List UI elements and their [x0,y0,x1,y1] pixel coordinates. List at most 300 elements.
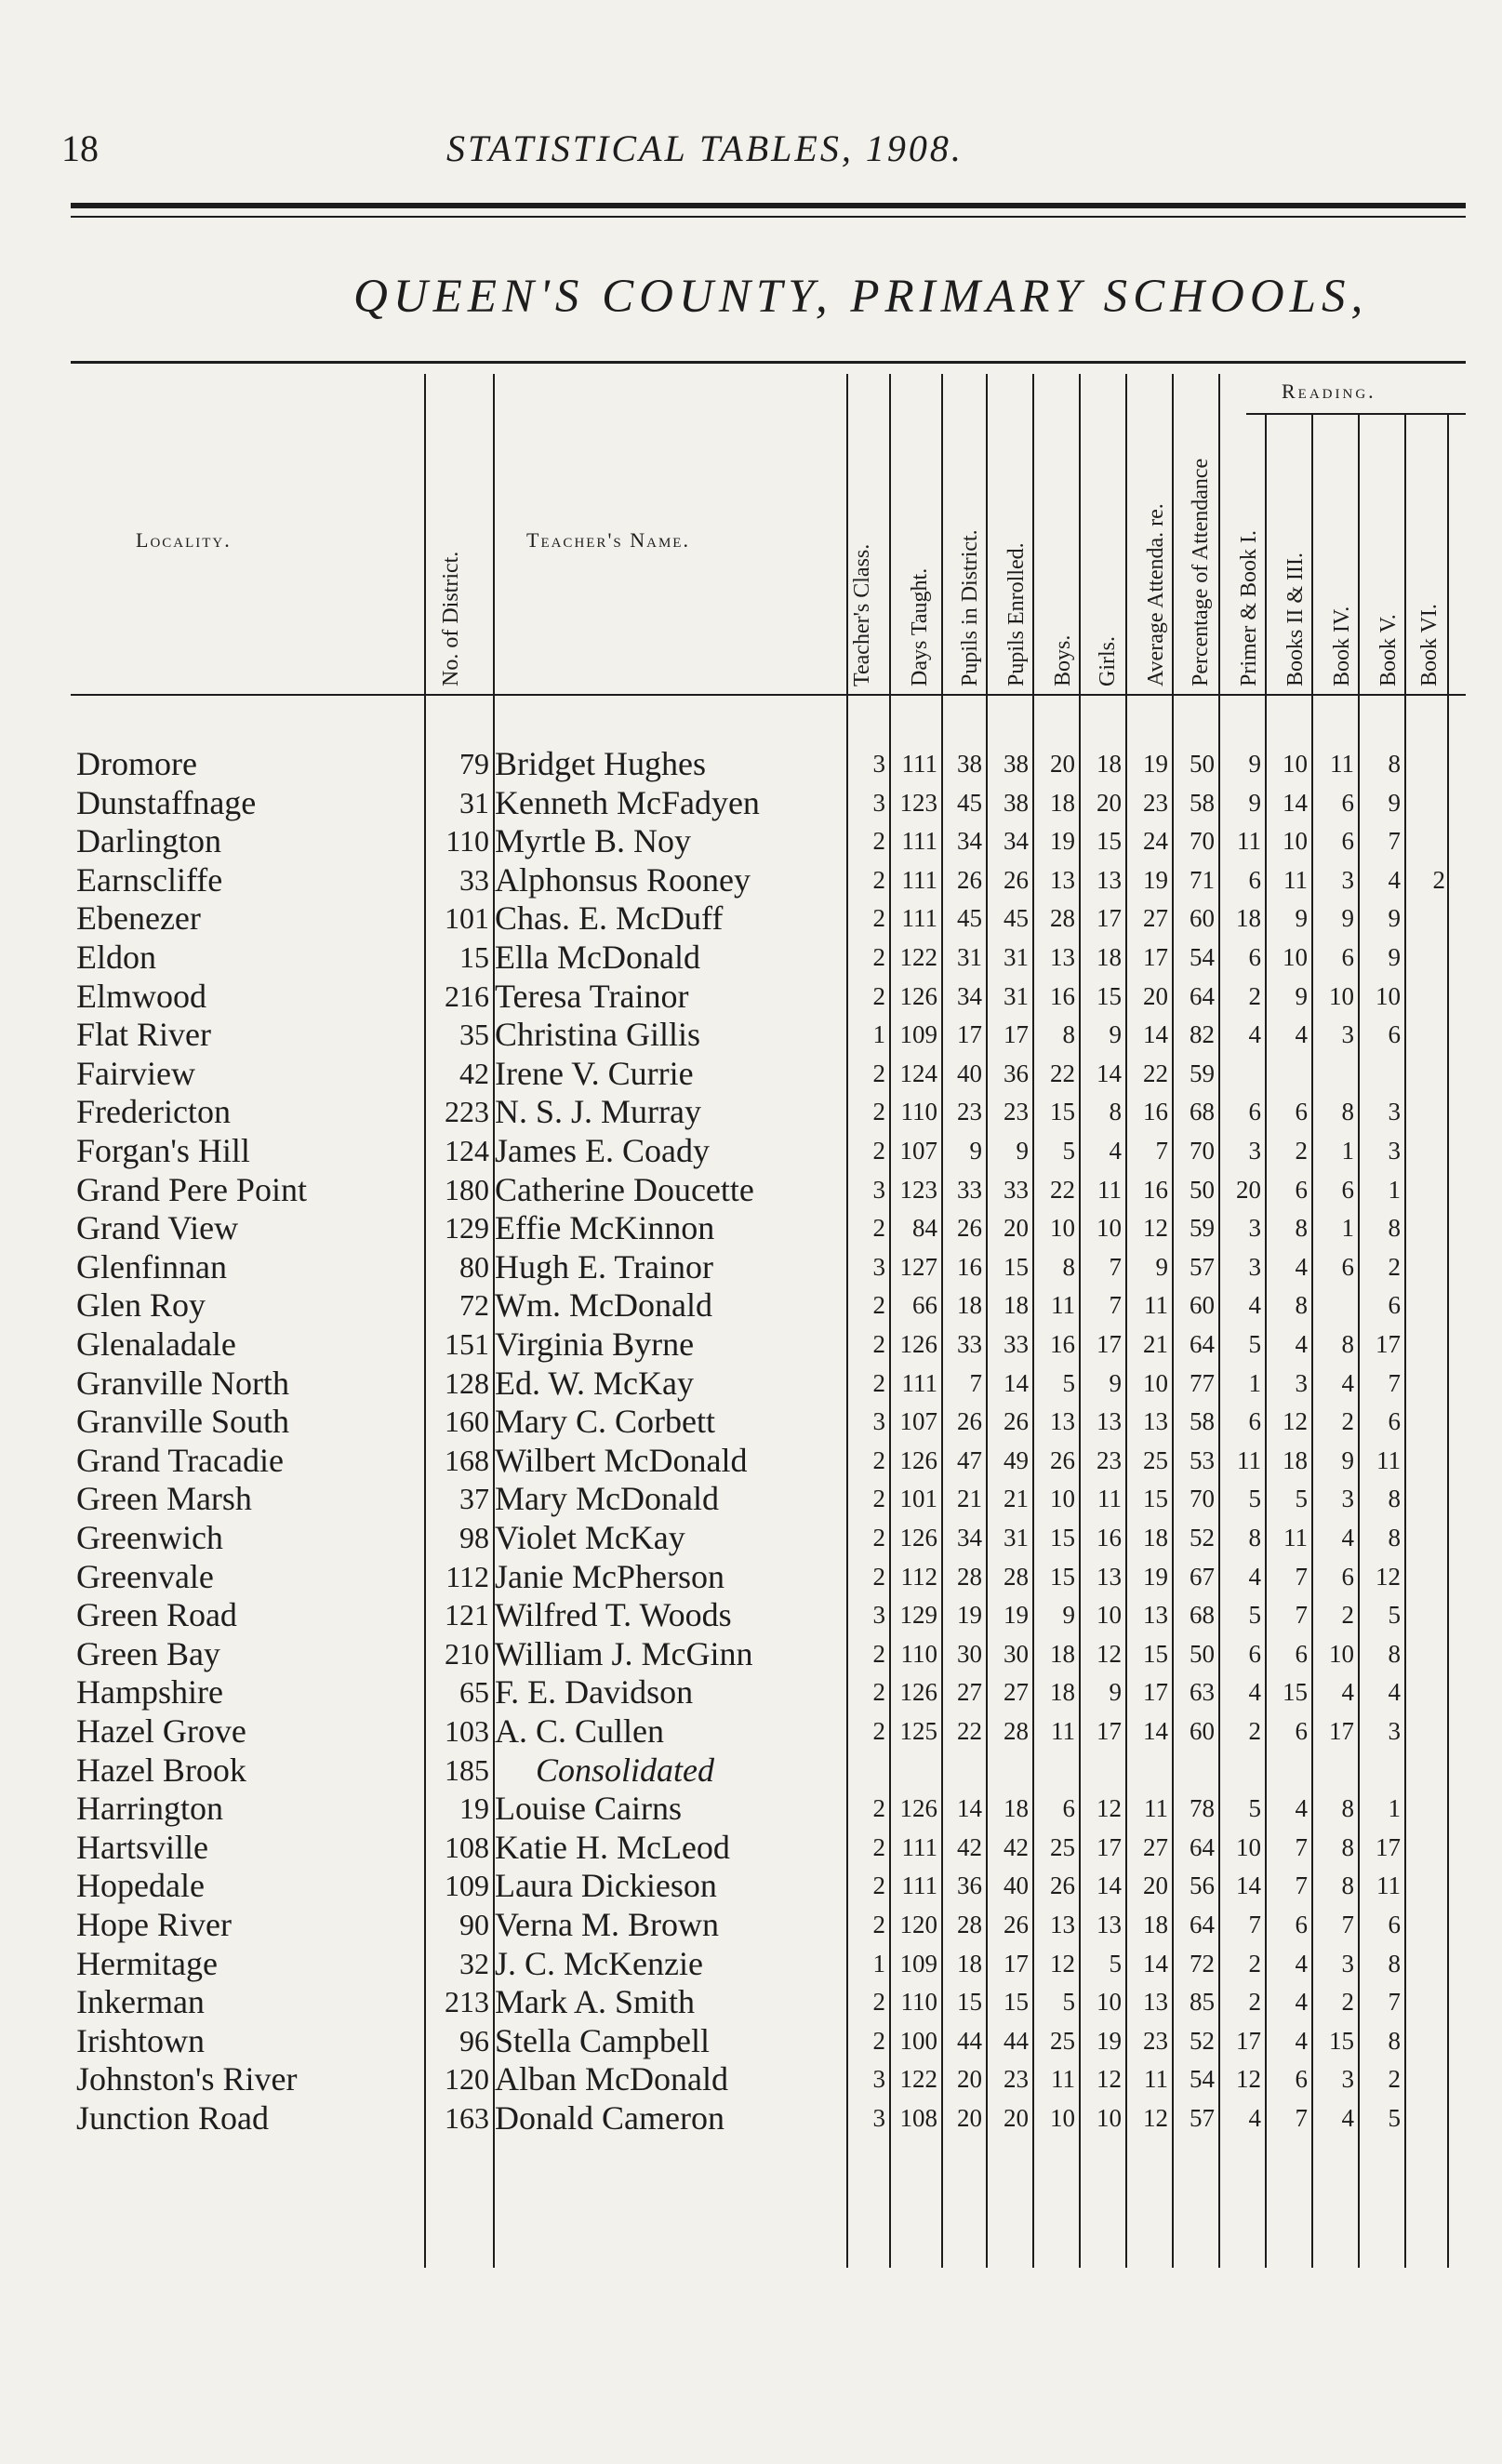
enrolled-cell: 17 [1004,1949,1029,1978]
primer-cell: 6 [1248,865,1261,894]
b4-cell: 6 [1341,943,1354,971]
teacher-cell: Alban McDonald [495,2060,728,2098]
class-cell: 2 [872,1678,885,1707]
table-row [71,821,1466,860]
pct-cell: 70 [1190,827,1215,856]
boys-cell: 19 [1050,827,1075,856]
district-cell: 210 [445,1636,489,1671]
avg-cell: 12 [1143,1214,1168,1243]
b5-cell: 5 [1388,1601,1401,1630]
pct-cell: 59 [1190,1059,1215,1087]
teacher-cell: Louise Cairns [495,1790,682,1828]
avg-cell: 14 [1143,1717,1168,1745]
pct-cell: 58 [1190,788,1215,817]
b4-cell: 15 [1329,2026,1354,2055]
enrolled-cell: 45 [1004,904,1029,933]
avg-cell: 11 [1144,1291,1168,1320]
table-row [71,2059,1466,2098]
boys-cell: 25 [1050,1832,1075,1861]
b5-cell: 6 [1388,1407,1401,1436]
avg-cell: 18 [1143,1524,1168,1552]
locality-cell: Elmwood [76,977,206,1015]
days-cell: 110 [900,1988,937,2017]
in-district-cell: 31 [957,943,982,971]
class-cell: 3 [872,750,885,778]
b23-cell: 3 [1295,1368,1308,1397]
enrolled-cell: 9 [1016,1137,1029,1165]
boys-cell: 22 [1050,1175,1075,1204]
primer-cell: 9 [1248,788,1261,817]
locality-cell: Glenfinnan [76,1247,227,1285]
class-cell: 2 [872,1485,885,1513]
teacher-cell: Verna M. Brown [495,1906,719,1943]
girls-cell: 10 [1097,2104,1122,2132]
b5-cell: 9 [1388,788,1401,817]
locality-cell: Grand Tracadie [76,1441,284,1479]
primer-cell: 6 [1248,1639,1261,1668]
b5-cell: 12 [1376,1562,1401,1591]
district-cell: 112 [445,1559,489,1593]
locality-cell: Green Marsh [76,1480,252,1518]
pct-cell: 53 [1190,1445,1215,1474]
b23-cell: 4 [1295,1252,1308,1281]
in-district-cell: 21 [957,1485,982,1513]
b5-cell: 3 [1388,1137,1401,1165]
table-row [71,860,1466,899]
primer-cell: 2 [1248,981,1261,1010]
girls-cell: 14 [1097,1059,1122,1087]
b5-cell: 8 [1388,1949,1401,1978]
pct-cell: 63 [1190,1678,1215,1707]
boys-cell: 16 [1050,1330,1075,1358]
pct-cell: 57 [1190,1252,1215,1281]
in-district-cell: 22 [957,1717,982,1745]
enrolled-cell: 18 [1004,1291,1029,1320]
primer-cell: 3 [1248,1137,1261,1165]
b23-cell: 6 [1295,1098,1308,1126]
header-avg-attendance: Average Attenda. re. [1144,503,1168,686]
b5-cell: 6 [1388,1020,1401,1049]
enrolled-cell: 26 [1004,865,1029,894]
pct-cell: 52 [1190,1524,1215,1552]
girls-cell: 9 [1109,1368,1122,1397]
girls-cell: 23 [1097,1445,1122,1474]
teacher-cell: Violet McKay [495,1519,685,1556]
teacher-cell: Wilbert McDonald [495,1441,748,1479]
avg-cell: 27 [1143,904,1168,933]
pct-cell: 57 [1190,2104,1215,2132]
primer-cell: 4 [1248,1562,1261,1591]
primer-cell: 1 [1248,1368,1261,1397]
primer-cell: 11 [1237,1445,1261,1474]
in-district-cell: 34 [957,827,982,856]
district-cell: 35 [459,1018,489,1052]
avg-cell: 15 [1143,1485,1168,1513]
table-row [71,977,1466,1016]
enrolled-cell: 26 [1004,1407,1029,1436]
teacher-cell: Alphonsus Rooney [495,860,751,899]
b5-cell: 6 [1388,1911,1401,1938]
in-district-cell: 9 [969,1137,982,1165]
teacher-cell: Bridget Hughes [495,745,706,782]
enrolled-cell: 34 [1004,827,1029,856]
pct-cell: 64 [1190,1911,1215,1938]
statistics-table [71,361,1466,2221]
b4-cell: 8 [1341,1098,1354,1126]
b23-cell: 7 [1295,1832,1308,1861]
table-row [71,1131,1466,1170]
b23-cell: 6 [1295,1639,1308,1668]
b23-cell: 12 [1283,1407,1308,1436]
teacher-cell: Mary C. Corbett [495,1403,715,1441]
teacher-cell: Donald Cameron [495,2099,724,2137]
b23-cell: 7 [1295,1562,1308,1591]
pct-cell: 68 [1190,1098,1215,1126]
district-cell: 90 [459,1908,489,1941]
district-cell: 121 [445,1598,489,1632]
table-row [71,783,1466,822]
in-district-cell: 26 [957,865,982,894]
table-row [71,2098,1466,2138]
primer-cell: 20 [1236,1175,1261,1204]
primer-cell: 5 [1248,1485,1261,1513]
district-cell: 109 [445,1869,489,1903]
days-cell: 111 [901,750,937,778]
header-boys: Boys. [1051,634,1075,686]
days-cell: 110 [900,1098,937,1126]
avg-cell: 22 [1143,1059,1168,1087]
b23-cell: 15 [1283,1678,1308,1707]
teacher-cell: Kenneth McFadyen [495,783,760,821]
district-cell: 120 [445,2062,489,2097]
primer-cell: 9 [1248,750,1261,778]
district-cell: 168 [445,1443,489,1477]
in-district-cell: 26 [957,1214,982,1243]
b23-cell: 2 [1295,1137,1308,1165]
in-district-cell: 18 [957,1949,982,1978]
pct-cell: 82 [1190,1020,1215,1049]
class-cell: 2 [872,1137,885,1165]
header-rule-thick [71,203,1466,208]
b4-cell: 3 [1341,865,1354,894]
in-district-cell: 47 [957,1445,982,1474]
girls-cell: 20 [1097,788,1122,817]
header-pupils-district: Pupils in District. [958,529,982,686]
boys-cell: 9 [1062,1601,1075,1630]
b5-cell: 8 [1388,750,1401,778]
girls-cell: 18 [1097,750,1122,778]
b5-cell: 11 [1376,1871,1401,1900]
locality-cell: Hartsville [76,1828,208,1866]
primer-cell: 12 [1236,2065,1261,2094]
locality-cell: Fredericton [76,1093,231,1131]
enrolled-cell: 21 [1004,1485,1029,1513]
table-row [71,1672,1466,1711]
locality-cell: Junction Road [76,2099,269,2137]
running-head: STATISTICAL TABLES, 1908. [446,127,964,169]
b4-cell: 8 [1341,1871,1354,1900]
class-cell: 3 [872,1601,885,1630]
pct-cell: 77 [1190,1368,1215,1397]
b23-cell: 7 [1295,2104,1308,2132]
enrolled-cell: 33 [1004,1330,1029,1358]
in-district-cell: 34 [957,981,982,1010]
primer-cell: 2 [1248,1717,1261,1745]
b4-cell: 4 [1341,1368,1354,1397]
days-cell: 126 [899,1524,937,1552]
avg-cell: 18 [1143,1911,1168,1938]
b5-cell: 8 [1388,2026,1401,2055]
in-district-cell: 17 [957,1020,982,1049]
girls-cell: 10 [1097,1214,1122,1243]
avg-cell: 27 [1143,1832,1168,1861]
teacher-cell: Virginia Byrne [495,1325,695,1363]
table-row [71,1479,1466,1518]
avg-cell: 13 [1143,1407,1168,1436]
enrolled-cell: 17 [1004,1020,1029,1049]
b23-cell: 4 [1295,1988,1308,2017]
b4-cell: 7 [1341,1911,1354,1938]
locality-cell: Inkerman [76,1983,205,2021]
boys-cell: 5 [1062,1368,1075,1397]
b4-cell: 3 [1341,1485,1354,1513]
header-teacher: Teacher's Name. [526,528,690,552]
boys-cell: 12 [1050,1949,1075,1978]
in-district-cell: 20 [957,2104,982,2132]
locality-cell: Hazel Grove [76,1712,246,1750]
avg-cell: 14 [1143,1020,1168,1049]
in-district-cell: 15 [957,1988,982,2017]
primer-cell: 6 [1248,1407,1261,1436]
district-cell: 160 [445,1405,489,1439]
class-cell: 3 [872,2065,885,2094]
district-cell: 98 [459,1521,489,1554]
pct-cell: 54 [1190,943,1215,971]
in-district-cell: 28 [957,1562,982,1591]
enrolled-cell: 42 [1004,1832,1029,1861]
b4-cell: 10 [1329,981,1354,1010]
days-cell: 66 [912,1291,937,1320]
primer-cell: 6 [1248,943,1261,971]
locality-cell: Hampshire [76,1673,223,1711]
pct-cell: 50 [1190,1639,1215,1668]
days-cell: 126 [899,1445,937,1474]
girls-cell: 12 [1097,1639,1122,1668]
primer-cell: 2 [1248,1988,1261,2017]
b23-cell: 14 [1283,788,1308,817]
days-cell: 101 [899,1485,937,1513]
avg-cell: 25 [1143,1445,1168,1474]
table-row [71,1595,1466,1634]
locality-cell: Hazel Brook [76,1751,246,1789]
primer-cell: 5 [1248,1794,1261,1823]
b4-cell: 3 [1341,2065,1354,2094]
district-cell: 163 [445,2101,489,2135]
class-cell: 2 [872,1911,885,1938]
girls-cell: 19 [1097,2026,1122,2055]
locality-cell: Ebenezer [76,899,201,938]
days-cell: 107 [899,1407,937,1436]
days-cell: 111 [901,1832,937,1861]
table-row [71,1828,1466,1867]
pct-cell: 85 [1190,1988,1215,2017]
pct-cell: 50 [1190,750,1215,778]
enrolled-cell: 19 [1004,1601,1029,1630]
b4-cell: 4 [1341,1678,1354,1707]
b5-cell: 8 [1388,1524,1401,1552]
days-cell: 110 [900,1639,937,1668]
table-row [71,1441,1466,1480]
class-cell: 3 [872,2104,885,2132]
district-cell: 32 [459,1946,489,1980]
district-cell: 180 [445,1172,489,1206]
primer-cell: 17 [1236,2026,1261,2055]
district-cell: 79 [459,747,489,780]
district-cell: 223 [445,1095,489,1129]
locality-cell: Irishtown [76,2021,205,2059]
in-district-cell: 19 [957,1601,982,1630]
avg-cell: 17 [1143,943,1168,971]
b5-cell: 6 [1388,1291,1401,1320]
b4-cell: 9 [1341,1445,1354,1474]
locality-cell: Grand View [76,1209,239,1247]
class-cell: 2 [872,1214,885,1243]
enrolled-cell: 15 [1004,1988,1029,2017]
table-header-rule [71,694,1466,696]
avg-cell: 9 [1155,1252,1168,1281]
in-district-cell: 16 [957,1252,982,1281]
girls-cell: 8 [1109,1098,1122,1126]
b23-cell: 9 [1295,981,1308,1010]
locality-cell: Flat River [76,1016,211,1054]
in-district-cell: 36 [957,1871,982,1900]
enrolled-cell: 27 [1004,1678,1029,1707]
class-cell: 3 [872,788,885,817]
teacher-cell: Katie H. McLeod [495,1828,730,1866]
boys-cell: 10 [1050,1214,1075,1243]
avg-cell: 23 [1143,788,1168,817]
district-cell: 15 [459,940,489,974]
boys-cell: 22 [1050,1059,1075,1087]
in-district-cell: 28 [957,1911,982,1938]
boys-cell: 15 [1050,1098,1075,1126]
boys-cell: 20 [1050,750,1075,778]
b4-cell: 1 [1341,1137,1354,1165]
b5-cell: 10 [1376,981,1401,1010]
primer-cell: 4 [1248,1020,1261,1049]
pct-cell: 60 [1190,904,1215,933]
primer-cell: 3 [1248,1214,1261,1243]
locality-cell: Granville North [76,1364,289,1402]
avg-cell: 10 [1143,1368,1168,1397]
district-cell: 216 [445,979,489,1013]
boys-cell: 15 [1050,1524,1075,1552]
locality-cell: Eldon [76,939,156,976]
enrolled-cell: 18 [1004,1794,1029,1823]
b23-cell: 11 [1283,1524,1308,1552]
in-district-cell: 18 [957,1291,982,1320]
b4-cell: 4 [1341,1524,1354,1552]
table-row [71,1866,1466,1905]
pct-cell: 54 [1190,2065,1215,2094]
days-cell: 126 [899,981,937,1010]
teacher-cell: Irene V. Currie [495,1054,694,1092]
b4-cell: 8 [1341,1330,1354,1358]
class-cell: 2 [872,981,885,1010]
avg-cell: 23 [1143,2026,1168,2055]
enrolled-cell: 14 [1004,1368,1029,1397]
district-cell: 80 [459,1249,489,1284]
boys-cell: 18 [1050,1639,1075,1668]
days-cell: 112 [900,1562,937,1591]
enrolled-cell: 36 [1004,1059,1029,1087]
district-cell: 33 [459,862,489,897]
days-cell: 123 [899,788,937,817]
enrolled-cell: 20 [1004,2104,1029,2132]
pct-cell: 71 [1190,865,1215,894]
locality-cell: Johnston's River [76,2060,298,2098]
locality-cell: Granville South [76,1403,289,1441]
district-cell: 31 [459,785,489,819]
b23-cell: 4 [1295,2026,1308,2055]
class-cell: 3 [872,1252,885,1281]
girls-cell: 10 [1097,1601,1122,1630]
header-pupils-enrolled: Pupils Enrolled. [1004,542,1029,686]
pct-cell: 60 [1190,1291,1215,1320]
pct-cell: 78 [1190,1794,1215,1823]
boys-cell: 11 [1051,1717,1075,1745]
boys-cell: 8 [1062,1020,1075,1049]
header-girls: Girls. [1096,636,1120,686]
boys-cell: 11 [1051,1291,1075,1320]
pct-cell: 56 [1190,1871,1215,1900]
girls-cell: 9 [1109,1678,1122,1707]
b4-cell: 6 [1341,1252,1354,1281]
avg-cell: 20 [1143,1871,1168,1900]
in-district-cell: 34 [957,1524,982,1552]
enrolled-cell: 44 [1004,2026,1029,2055]
avg-cell: 19 [1143,865,1168,894]
boys-cell: 26 [1050,1445,1075,1474]
teacher-cell: Christina Gillis [495,1016,701,1054]
b5-cell: 8 [1388,1485,1401,1513]
avg-cell: 14 [1143,1949,1168,1978]
table-row [71,1092,1466,1131]
enrolled-cell: 23 [1004,1098,1029,1126]
locality-cell: Greenwich [76,1519,223,1556]
girls-cell: 11 [1097,1175,1122,1204]
days-cell: 100 [899,2026,937,2055]
locality-cell: Dromore [76,745,197,782]
pct-cell: 64 [1190,981,1215,1010]
b4-cell: 6 [1341,788,1354,817]
teacher-cell: F. E. Davidson [495,1673,694,1711]
days-cell: 108 [899,2104,937,2132]
girls-cell: 11 [1097,1485,1122,1513]
b4-cell: 6 [1341,827,1354,856]
boys-cell: 5 [1062,1137,1075,1165]
b23-cell: 4 [1295,1020,1308,1049]
enrolled-cell: 15 [1004,1252,1029,1281]
enrolled-cell: 30 [1004,1639,1029,1668]
teacher-cell: Hugh E. Trainor [495,1247,714,1285]
district-cell: 65 [459,1675,489,1710]
b5-cell: 1 [1388,1794,1401,1823]
days-cell: 111 [901,1871,937,1900]
in-district-cell: 7 [969,1368,982,1397]
table-row [71,1557,1466,1596]
in-district-cell: 14 [957,1794,982,1823]
